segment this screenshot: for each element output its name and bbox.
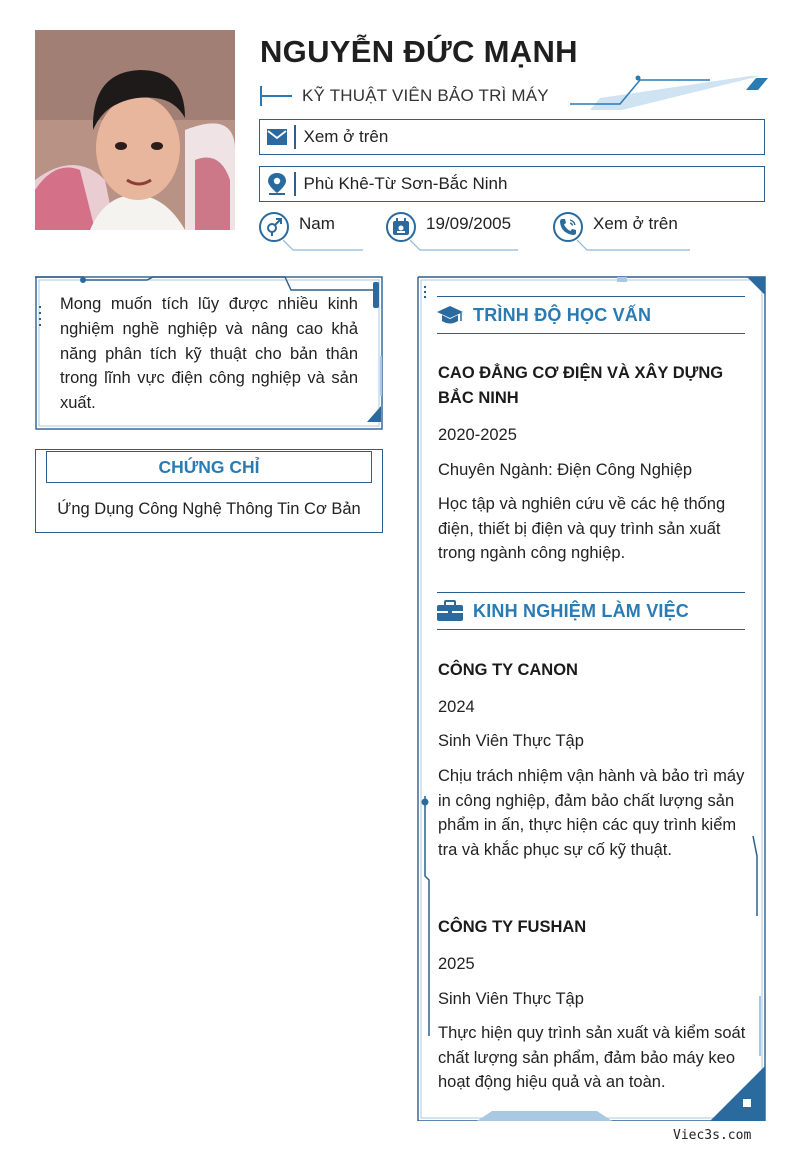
experience-heading: KINH NGHIỆM LÀM VIỆC: [473, 600, 690, 621]
phone-underline: [577, 240, 692, 252]
experience-heading-bar: [437, 592, 745, 630]
certificates-heading: CHỨNG CHỈ: [46, 451, 372, 483]
email-value: Xem ở trên: [303, 127, 389, 146]
job-2-description: Thực hiện quy trình sản xuất và kiểm soát chất lượng sản phẩm, đảm bảo máy keo hoạt động hiệu quả và an toàn.: [438, 1024, 746, 1092]
job-2-year: 2025: [438, 955, 475, 973]
birthday-underline: [410, 240, 520, 252]
education-school: CAO ĐẲNG CƠ ĐIỆN VÀ XÂY DỰNG BẮC NINH: [438, 364, 724, 407]
footer-brand: Viec3s.com: [673, 1128, 752, 1143]
briefcase-icon: [437, 598, 463, 624]
education-period: 2020-2025: [438, 426, 517, 444]
title-dash: [262, 95, 292, 97]
job-title-line: [260, 86, 549, 106]
phone-value: Xem ở trên: [593, 214, 678, 233]
education-major: Chuyên Ngành: Điện Công Nghiệp: [438, 461, 693, 479]
birthday-value: 19/09/2005: [426, 214, 512, 233]
education-heading-bar: [437, 296, 745, 334]
certificate-item: Ứng Dụng Công Nghệ Thông Tin Cơ Bản: [57, 500, 361, 518]
job-1-description: Chịu trách nhiệm vận hành và bảo trì máy in công nghiệp, đảm bảo chất lượng sản phẩm in ấn, thực hiện các quy trình kiểm tra và khắc phục sự cố kỹ thuật.: [438, 767, 745, 859]
job-2-role: Sinh Viên Thực Tập: [438, 990, 584, 1008]
certificates-section: [35, 449, 383, 533]
calendar-icon: [386, 212, 416, 242]
gender-value: Nam: [299, 214, 335, 233]
candidate-name: NGUYỄN ĐỨC MẠNH: [260, 34, 578, 69]
gender-icon: [259, 212, 289, 242]
header-decoration: [560, 72, 770, 112]
job-1-role: Sinh Viên Thực Tập: [438, 732, 584, 750]
job-title: KỸ THUẬT VIÊN BẢO TRÌ MÁY: [302, 86, 549, 105]
objective-text: Mong muốn tích lũy được nhiều kinh nghiệm nghề nghiệp và nâng cao khả năng phân tích kỹ thuật cho bản thân trong lĩnh vực điện công nghiệp và sản xuất.: [60, 295, 358, 413]
education-heading: TRÌNH ĐỘ HỌC VẤN: [473, 304, 652, 325]
email-field: [259, 119, 765, 155]
map-pin-icon: [260, 167, 294, 201]
address-field: [259, 166, 765, 202]
email-separator: [294, 125, 296, 149]
envelope-icon: [260, 120, 294, 154]
job-2-company: CÔNG TY FUSHAN: [438, 918, 587, 936]
address-separator: [294, 172, 296, 196]
profile-photo: [35, 30, 235, 230]
graduation-cap-icon: [437, 302, 463, 328]
job-1-year: 2024: [438, 698, 475, 716]
address-value: Phù Khê-Từ Sơn-Bắc Ninh: [303, 174, 508, 193]
gender-underline: [283, 240, 365, 252]
education-description: Học tập và nghiên cứu về các hệ thống điện, thiết bị điện và quy trình sản xuất trong ngành công nghiệp.: [438, 495, 726, 563]
phone-icon: [553, 212, 583, 242]
job-1-company: CÔNG TY CANON: [438, 661, 578, 679]
